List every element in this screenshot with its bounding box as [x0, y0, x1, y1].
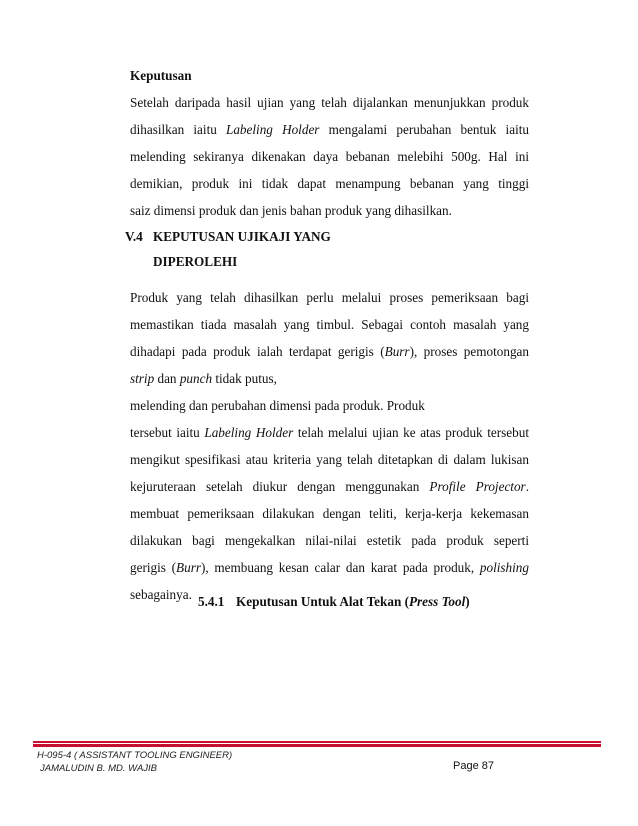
section-heading	[125, 224, 331, 274]
paragraph-line: Setelah daripada hasil ujian yang telah dijalankan menunjukkan produk	[130, 95, 529, 110]
footer-author: JAMALUDIN B. MD. WAJIB	[40, 763, 158, 774]
italic-term: Labeling Holder	[226, 122, 320, 137]
paragraph-line: gerigis (Burr), membuang kesan calar dan karat pada produk, polishing	[130, 560, 529, 575]
italic-term: Burr	[384, 344, 410, 359]
subheading-number: 5.4.1	[198, 594, 225, 609]
paragraph-line: mengikut spesifikasi atau kriteria yang telah ditetapkan di dalam lukisan	[130, 452, 529, 467]
subheading-italic: Press Tool	[408, 594, 466, 609]
heading-number: V.4	[125, 229, 143, 244]
footer-rule-thick	[33, 744, 601, 747]
paragraph-line: melending sekiranya dikenakan daya bebanan melebihi 500g. Hal ini	[130, 149, 529, 164]
paragraph-line: saiz dimensi produk dan jenis bahan produk yang dihasilkan.	[130, 203, 452, 218]
paragraph-line: tersebut iaitu Labeling Holder telah melalui ujian ke atas produk tersebut	[130, 425, 529, 440]
keputusan-section	[130, 62, 529, 224]
subheading	[198, 594, 470, 610]
paragraph-line: sebagainya.	[130, 587, 192, 602]
paragraph-2	[130, 392, 529, 608]
italic-term: punch	[179, 371, 213, 386]
paragraph-line: strip dan punch tidak putus,	[130, 371, 277, 386]
heading-line2: DIPEROLEHI	[153, 254, 238, 269]
paragraph-line: memastikan tiada masalah yang timbul. Sebagai contoh masalah yang	[130, 317, 529, 332]
heading-line1: KEPUTUSAN UJIKAJI YANG	[153, 229, 331, 244]
italic-term: Labeling Holder	[204, 425, 294, 440]
footer-rule	[33, 741, 601, 743]
italic-term: Profile Projector	[429, 479, 526, 494]
paragraph-line: dihadapi pada produk ialah terdapat gerigis (Burr), proses pemotongan	[130, 344, 529, 359]
paragraph-1	[130, 284, 529, 392]
section-title: Keputusan	[130, 68, 192, 83]
paragraph-line: Produk yang telah dihasilkan perlu melalui proses pemeriksaan bagi	[130, 290, 529, 305]
italic-term: polishing	[479, 560, 529, 575]
paragraph-line: melending dan perubahan dimensi pada produk. Produk	[130, 398, 425, 413]
paragraph-line: kejuruteraan setelah diukur dengan menggunakan Profile Projector.	[130, 479, 529, 494]
subheading-close: )	[465, 594, 470, 609]
subheading-text: Keputusan Untuk Alat Tekan (	[236, 594, 409, 609]
page-number: Page 87	[453, 760, 494, 772]
paragraph-line: demikian, produk ini tidak dapat menampung bebanan yang tinggi	[130, 176, 529, 191]
paragraph-line: dilakukan bagi mengekalkan nilai-nilai estetik pada produk seperti	[130, 533, 529, 548]
italic-term: strip	[130, 371, 155, 386]
footer-course: H-095-4 ( ASSISTANT TOOLING ENGINEER)	[37, 750, 233, 761]
italic-term: Burr	[176, 560, 201, 575]
paragraph-line: dihasilkan iaitu Labeling Holder mengalami perubahan bentuk iaitu	[130, 122, 529, 137]
paragraph-line: membuat pemeriksaan dilakukan dengan teliti, kerja-kerja kekemasan	[130, 506, 529, 521]
